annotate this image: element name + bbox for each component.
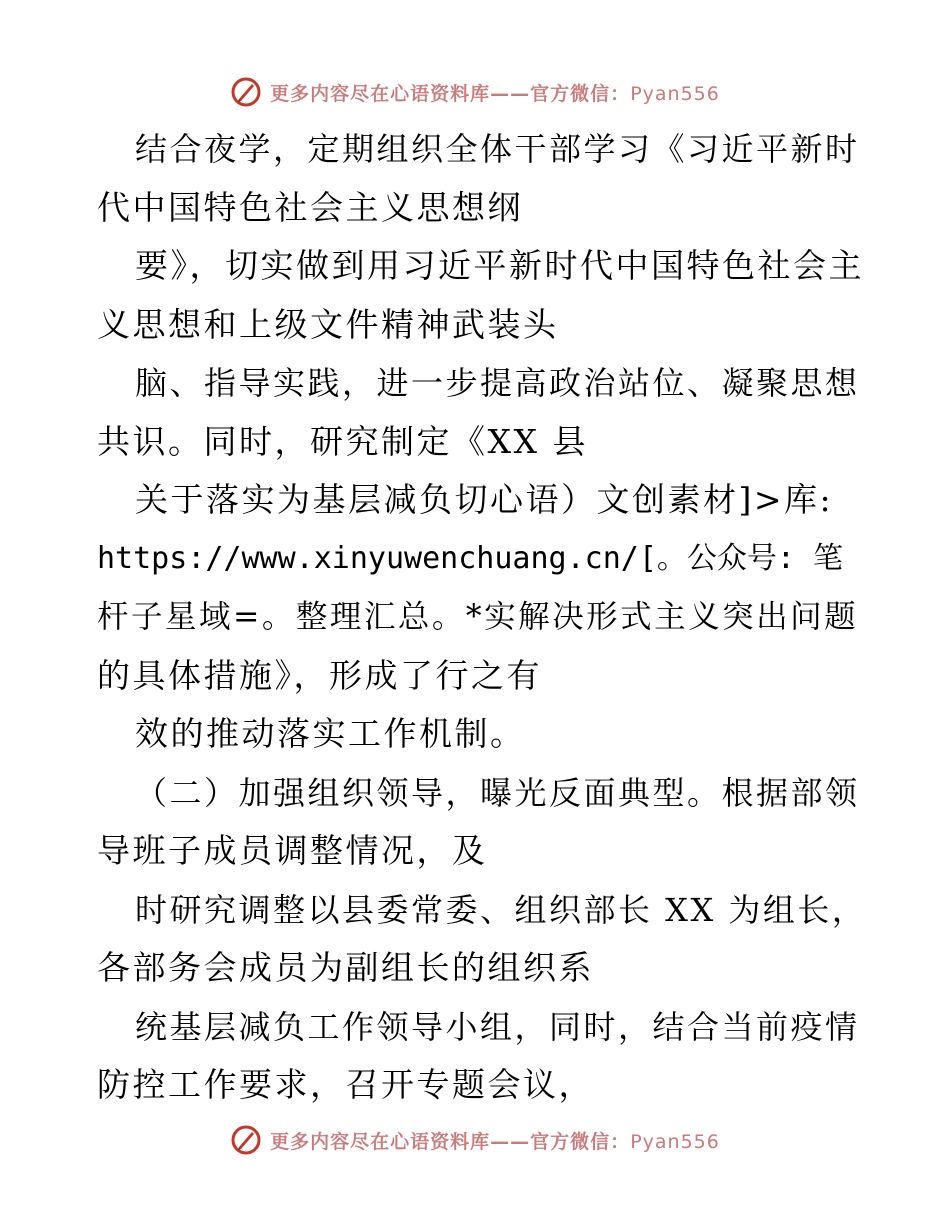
- text-line: 杆子星域=。整理汇总。*实解决形式主义突出问题: [97, 599, 859, 635]
- watermark-brand: 更多内容尽在心语资料库: [270, 82, 491, 105]
- text-line: 导班子成员调整情况，及: [97, 831, 488, 870]
- text-line: 效的推动落实工作机制。: [135, 714, 526, 753]
- watermark-text: [270, 1127, 720, 1154]
- text-line: 的具体措施》，形成了行之有: [97, 655, 542, 695]
- watermark-official-label: 官方微信：: [530, 1130, 631, 1153]
- text-line: 代中国特色社会主义思想纲: [97, 187, 523, 227]
- text-line: 义思想和上级文件精神武装头: [97, 304, 559, 344]
- watermark-text: [270, 79, 720, 106]
- watermark-separator: ——: [490, 82, 531, 105]
- quill-logo-icon: [230, 1124, 262, 1156]
- text-line: 脑、指导实践，进一步提高政治站位、凝聚思想: [135, 364, 860, 402]
- document-body: [97, 120, 867, 1115]
- quill-logo-icon: [230, 76, 262, 108]
- text-line: 统基层减负工作领导小组，同时，结合当前疫情: [135, 1007, 860, 1046]
- text-line: 时研究调整以县委常委、组织部长 XX 为组长，: [135, 890, 867, 929]
- text-line: 防控工作要求，召开专题会议，: [97, 1065, 594, 1104]
- watermark-separator: ——: [490, 1130, 531, 1153]
- watermark-account: Pyan556: [630, 1130, 720, 1153]
- footer-watermark: [0, 1120, 950, 1160]
- text-line-url: https://www.xinyuwenchuang.cn/[。公众号: 笔: [97, 540, 844, 576]
- section-heading-line: （二）加强组织领导，曝光反面典型。根据部领: [135, 773, 860, 812]
- text-line: 要》，切实做到用习近平新时代中国特色社会主: [135, 246, 864, 285]
- header-watermark: [0, 72, 950, 112]
- watermark-account: Pyan556: [630, 82, 720, 105]
- watermark-brand: 更多内容尽在心语资料库: [270, 1130, 491, 1153]
- text-line: 关于落实为基层减负切心语）文创素材]>库:: [135, 480, 834, 519]
- watermark-official-label: 官方微信：: [530, 82, 631, 105]
- text-line: 共识。同时，研究制定《XX 县: [97, 421, 588, 461]
- text-line: 结合夜学，定期组织全体干部学习《习近平新时: [135, 130, 860, 168]
- text-line: 各部务会成员为副组长的组织系: [97, 948, 594, 987]
